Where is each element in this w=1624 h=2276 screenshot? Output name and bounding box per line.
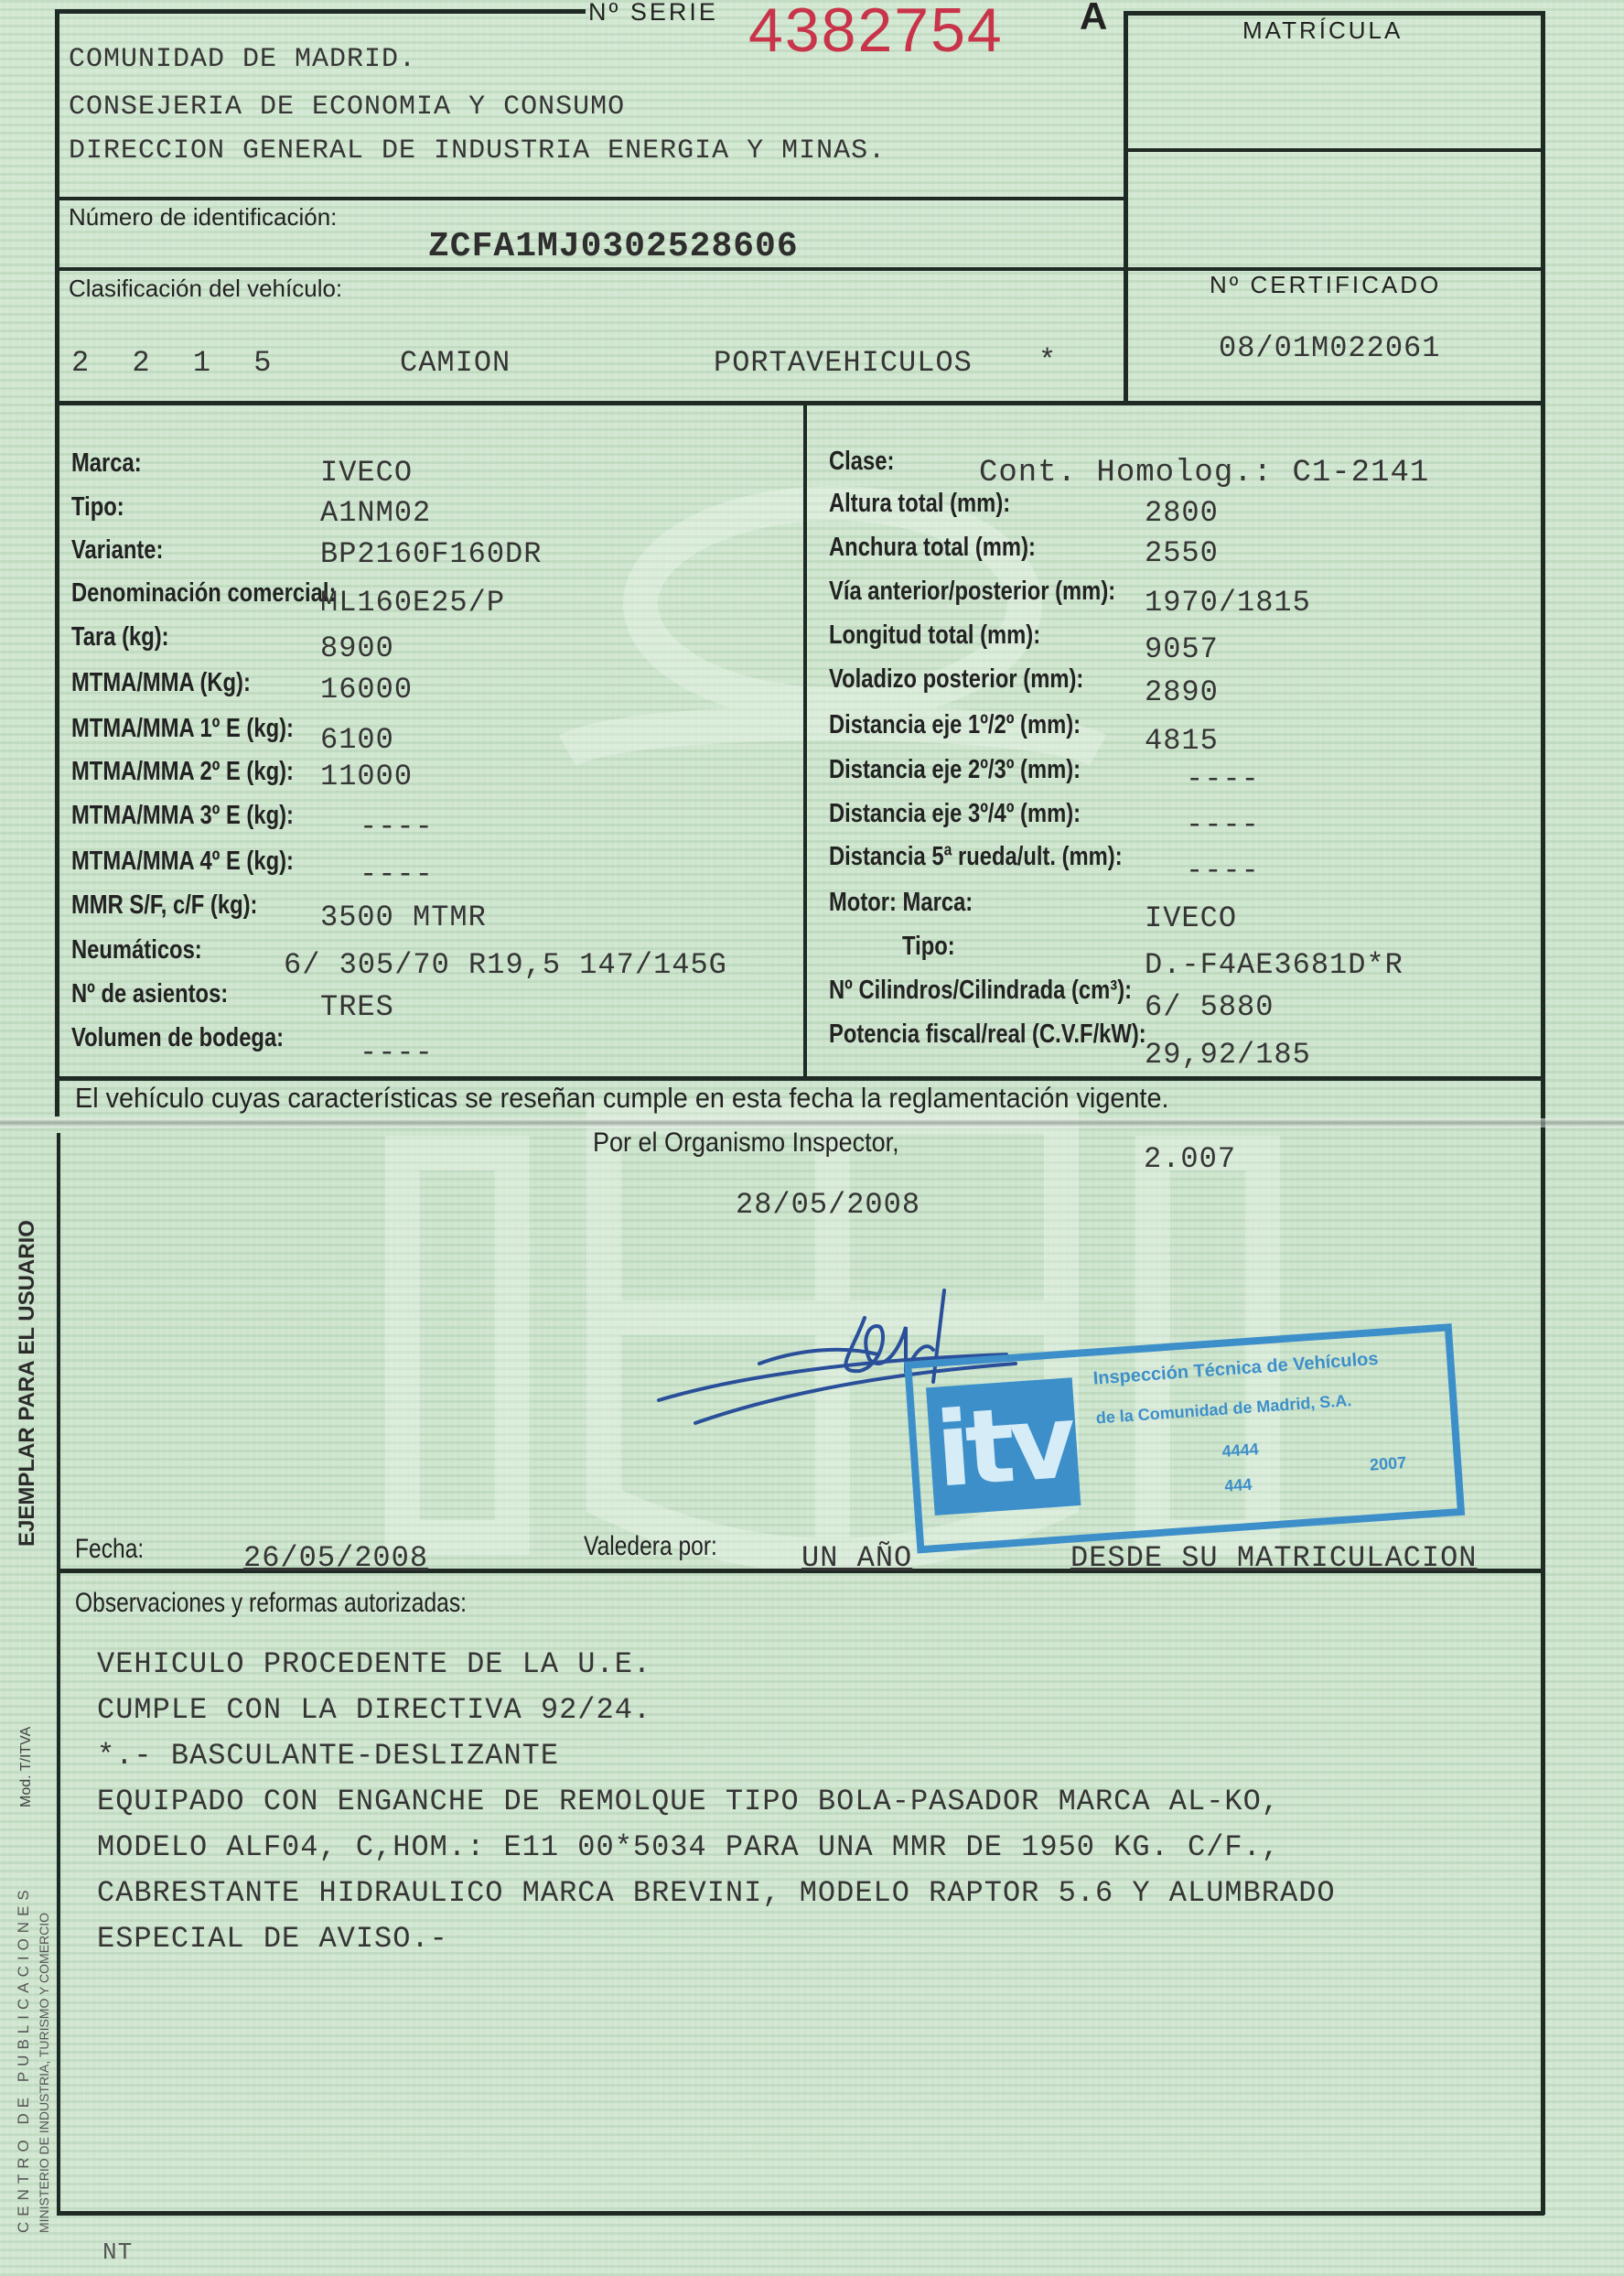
spec-label: MMR S/F, c/F (kg): xyxy=(71,890,258,920)
fecha-value: 26/05/2008 xyxy=(243,1541,429,1575)
spec-label: MTMA/MMA 4º E (kg): xyxy=(71,847,294,876)
inspector-label: Por el Organismo Inspector, xyxy=(593,1127,899,1158)
spec-label: Tipo: xyxy=(71,492,124,522)
rule-specs-top xyxy=(55,401,1544,405)
spec-label: Distancia 5ª rueda/ult. (mm): xyxy=(829,842,1123,871)
spec-label: Denominación comercial: xyxy=(71,578,337,608)
serial-suffix: A xyxy=(1080,0,1108,38)
compliance-statement: El vehículo cuyas características se reseñan cumple en esta fecha la reglamentación vigente. xyxy=(75,1082,1169,1114)
observation-line: ESPECIAL DE AVISO.- xyxy=(97,1922,448,1956)
spec-label: Nº Cilindros/Cilindrada (cm³): xyxy=(829,976,1133,1005)
itv-stamp xyxy=(904,1323,1465,1553)
spec-label: Distancia eje 2º/3º (mm): xyxy=(829,755,1081,784)
lower-left-border xyxy=(57,1133,60,2215)
spec-value: 2550 xyxy=(1145,536,1219,570)
rule-specs-bottom xyxy=(55,1076,1544,1081)
spec-label: Distancia eje 1º/2º (mm): xyxy=(829,710,1081,739)
spec-value: 2800 xyxy=(1145,496,1219,530)
serial-label: Nº SERIE xyxy=(588,0,718,26)
spec-label: MTMA/MMA (Kg): xyxy=(71,668,251,697)
matricula-label: MATRÍCULA xyxy=(1242,16,1404,44)
observation-line: *.- BASCULANTE-DESLIZANTE xyxy=(97,1739,560,1773)
spec-value: Cont. Homolog.: C1-2141 xyxy=(979,456,1430,491)
spec-value: ---- xyxy=(360,858,434,891)
authority-line-1: COMUNIDAD DE MADRID. xyxy=(69,44,417,75)
stamp-line-2: de la Comunidad de Madrid, S.A. xyxy=(1095,1391,1352,1428)
spec-label: Motor: Marca: xyxy=(829,888,973,917)
spec-value: 16000 xyxy=(320,673,414,707)
spec-label: MTMA/MMA 2º E (kg): xyxy=(71,757,294,786)
rule-class xyxy=(55,267,1125,271)
classification-mark: * xyxy=(1038,344,1058,378)
inspection-year: 2.007 xyxy=(1144,1142,1237,1176)
spec-value: 6100 xyxy=(320,723,394,757)
matricula-left xyxy=(1124,11,1128,405)
spec-value: TRES xyxy=(320,990,394,1024)
spec-label: Marca: xyxy=(71,448,142,478)
inspection-date: 28/05/2008 xyxy=(736,1188,921,1222)
copy-label: EJEMPLAR PARA EL USUARIO xyxy=(15,1220,39,1547)
frame-right xyxy=(1541,403,1545,2215)
spec-value: ---- xyxy=(1186,808,1260,842)
specs-left-border xyxy=(55,403,59,1116)
rule-id xyxy=(55,197,1125,200)
spec-value: 4815 xyxy=(1145,724,1219,758)
matricula-right xyxy=(1541,11,1545,405)
publisher-line-1: CENTRO DE PUBLICACIONES xyxy=(15,1884,32,2233)
serial-number: 4382754 xyxy=(748,0,1004,65)
id-value: ZCFA1MJ0302528606 xyxy=(428,227,799,266)
spec-value: 6/ 305/70 R19,5 147/145G xyxy=(284,948,727,982)
spec-value: 9057 xyxy=(1145,632,1219,666)
specs-divider xyxy=(803,403,807,1080)
classification-label: Clasificación del vehículo: xyxy=(69,275,343,302)
spec-label: Clase: xyxy=(829,447,895,476)
valedera-label: Valedera por: xyxy=(584,1531,717,1561)
stamp-code-1: 4444 xyxy=(1221,1440,1260,1461)
model-label: Mod. T/ITVA xyxy=(18,1726,34,1807)
observation-line: VEHICULO PROCEDENTE DE LA U.E. xyxy=(97,1647,652,1681)
spec-value: 11000 xyxy=(320,760,414,793)
spec-label: Vía anterior/posterior (mm): xyxy=(829,577,1116,606)
spec-value: BP2160F160DR xyxy=(320,537,543,571)
itv-logo: itv xyxy=(926,1377,1081,1516)
stamp-code-2: 444 xyxy=(1223,1474,1253,1495)
top-rule xyxy=(55,9,586,14)
spec-label: Potencia fiscal/real (C.V.F/kW): xyxy=(829,1019,1146,1049)
spec-value: 1970/1815 xyxy=(1145,586,1311,620)
observation-line: CABRESTANTE HIDRAULICO MARCA BREVINI, MODELO RAPTOR 5.6 Y ALUMBRADO xyxy=(97,1876,1336,1910)
valedera-value: UN AÑO xyxy=(801,1541,913,1575)
spec-value: ---- xyxy=(360,1036,434,1070)
spec-label: MTMA/MMA 1º E (kg): xyxy=(71,714,294,743)
fecha-label: Fecha: xyxy=(75,1534,145,1564)
spec-value: IVECO xyxy=(320,456,414,490)
spec-label: MTMA/MMA 3º E (kg): xyxy=(71,801,294,830)
spec-label: Nº de asientos: xyxy=(71,979,229,1009)
valedera-detail: DESDE SU MATRICULACION xyxy=(1070,1541,1478,1575)
paper-fold xyxy=(0,1118,1624,1127)
spec-label: Tipo: xyxy=(902,932,955,961)
spec-label: Volumen de bodega: xyxy=(71,1023,285,1052)
classification-subcategory: PORTAVEHICULOS xyxy=(714,346,973,380)
observation-line: MODELO ALF04, C,HOM.: E11 00*5034 PARA UNA MMR DE 1950 KG. C/F., xyxy=(97,1830,1280,1864)
spec-value: ML160E25/P xyxy=(320,586,506,620)
spec-value: D.-F4AE3681D*R xyxy=(1145,948,1404,982)
id-label: Número de identificación: xyxy=(69,203,338,231)
spec-label: Anchura total (mm): xyxy=(829,533,1036,562)
authority-line-3: DIRECCION GENERAL DE INDUSTRIA ENERGIA Y MINAS. xyxy=(69,135,887,167)
authority-line-2: CONSEJERIA DE ECONOMIA Y CONSUMO xyxy=(69,92,626,123)
observation-line: CUMPLE CON LA DIRECTIVA 92/24. xyxy=(97,1693,652,1727)
spec-value: ---- xyxy=(360,810,434,844)
spec-label: Variante: xyxy=(71,535,164,565)
observation-line: EQUIPADO CON ENGANCHE DE REMOLQUE TIPO BOLA-PASADOR MARCA AL-KO, xyxy=(97,1785,1280,1818)
spec-label: Tara (kg): xyxy=(71,622,169,652)
spec-label: Altura total (mm): xyxy=(829,489,1011,518)
stamp-year: 2007 xyxy=(1369,1452,1407,1474)
spec-value: 8900 xyxy=(320,631,394,665)
certificado-value: 08/01M022061 xyxy=(1219,331,1441,365)
matricula-divider xyxy=(1125,148,1544,152)
footer-initials: NT xyxy=(102,2238,134,2266)
certificado-label: Nº CERTIFICADO xyxy=(1210,271,1442,298)
frame-left xyxy=(55,9,59,403)
observations-label: Observaciones y reformas autorizadas: xyxy=(75,1588,467,1618)
spec-value: 3500 MTMR xyxy=(320,901,487,934)
spec-value: A1NM02 xyxy=(320,496,432,530)
spec-label: Neumáticos: xyxy=(71,935,202,965)
spec-value: IVECO xyxy=(1145,901,1238,935)
spec-value: 6/ 5880 xyxy=(1145,990,1274,1024)
spec-label: Longitud total (mm): xyxy=(829,620,1041,650)
frame-bottom xyxy=(57,2211,1544,2216)
classification-category: CAMION xyxy=(400,346,511,380)
spec-value: 29,92/185 xyxy=(1145,1038,1311,1072)
spec-value: ---- xyxy=(1186,762,1260,796)
spec-value: ---- xyxy=(1186,854,1260,888)
publisher-line-2: MINISTERIO DE INDUSTRIA, TURISMO Y COMERCIO xyxy=(37,1912,51,2233)
stamp-line-1: Inspección Técnica de Vehículos xyxy=(1092,1348,1380,1389)
spec-value: 2890 xyxy=(1145,675,1219,709)
spec-label: Distancia eje 3º/4º (mm): xyxy=(829,799,1081,828)
classification-code: 2 2 1 5 xyxy=(71,346,285,380)
matricula-top xyxy=(1125,11,1544,16)
spec-label: Voladizo posterior (mm): xyxy=(829,664,1084,694)
